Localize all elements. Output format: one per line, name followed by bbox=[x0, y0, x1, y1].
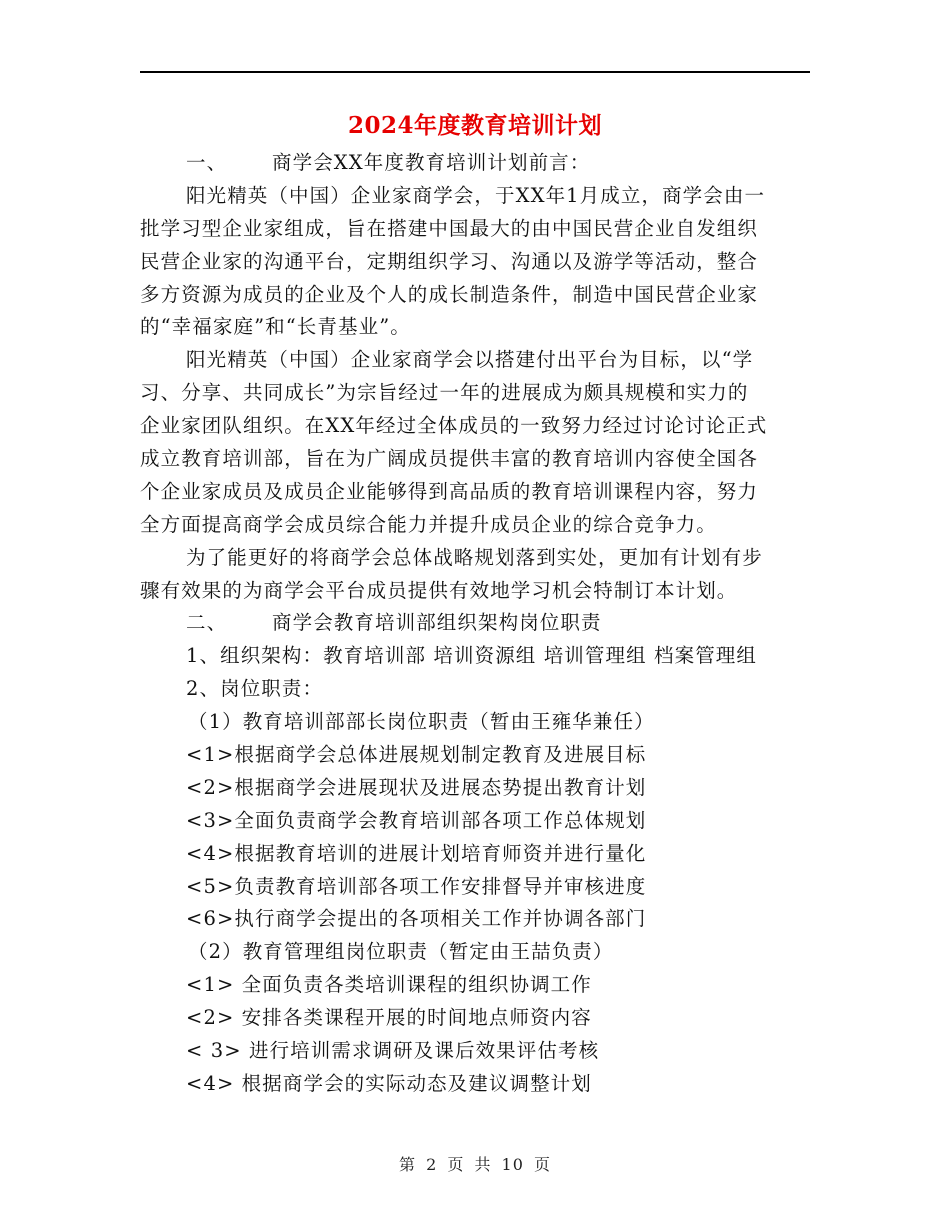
duty-item: <1> 全面负责各类培训课程的组织协调工作 bbox=[186, 973, 592, 997]
paragraph-line: 全方面提高商学会成员综合能力并提升成员企业的综合竞争力。 bbox=[140, 512, 717, 536]
section-heading-1 bbox=[140, 147, 810, 180]
duties-heading: 2、岗位职责： bbox=[186, 677, 324, 701]
duty-item: <4> 根据商学会的实际动态及建议调整计划 bbox=[186, 1071, 592, 1095]
paragraph-line: 企业家团队组织。在XX年经过全体成员的一致努力经过讨论讨论正式 bbox=[140, 414, 768, 438]
paragraph-line: 个企业家成员及成员企业能够得到高品质的教育培训课程内容，努力 bbox=[140, 479, 759, 503]
duty-item: <3>全面负责商学会教育培训部各项工作总体规划 bbox=[186, 808, 647, 832]
paragraph-line: 多方资源为成员的企业及个人的成长制造条件，制造中国民营企业家 bbox=[140, 282, 759, 306]
header-rule bbox=[140, 71, 810, 73]
document-body bbox=[140, 147, 810, 1101]
duty-item: <5>负责教育培训部各项工作安排督导并审核进度 bbox=[186, 874, 647, 898]
paragraph-line: 民营企业家的沟通平台，定期组织学习、沟通以及游学等活动，整合 bbox=[140, 249, 759, 273]
duty-item: < 3> 进行培训需求调研及课后效果评估考核 bbox=[186, 1039, 600, 1063]
role-title: （1）教育培训部部长岗位职责（暂由王雍华兼任） bbox=[188, 710, 655, 734]
duty-item: <6>执行商学会提出的各项相关工作并协调各部门 bbox=[186, 907, 647, 931]
duty-item: <4>根据教育培训的进展计划培育师资并进行量化 bbox=[186, 841, 647, 865]
section-number: 二、 bbox=[186, 611, 228, 635]
paragraph-line: 成立教育培训部，旨在为广阔成员提供丰富的教育培训内容使全国各 bbox=[140, 447, 759, 471]
paragraph-line: 骤有效果的为商学会平台成员提供有效地学习机会特制订本计划。 bbox=[140, 578, 738, 602]
duty-item: <2> 安排各类课程开展的时间地点师资内容 bbox=[186, 1006, 592, 1030]
paragraph-line: 的“幸福家庭”和“长青基业”。 bbox=[140, 315, 411, 339]
section-heading-2 bbox=[140, 607, 810, 640]
section-title: 商学会XX年度教育培训计划前言： bbox=[272, 151, 591, 174]
duty-item: <2>根据商学会进展现状及进展态势提出教育计划 bbox=[186, 775, 647, 799]
paragraph-line: 批学习型企业家组成，旨在搭建中国最大的由中国民营企业自发组织 bbox=[140, 216, 759, 240]
paragraph-line: 为了能更好的将商学会总体战略规划落到实处，更加有计划有步 bbox=[186, 545, 763, 569]
section-number: 一、 bbox=[186, 151, 228, 174]
paragraph-line: 阳光精英（中国）企业家商学会以搭建付出平台为目标，以“学 bbox=[186, 348, 754, 372]
org-structure-line: 1、组织架构：教育培训部 培训资源组 培训管理组 档案管理组 bbox=[186, 644, 758, 668]
role-title: （2）教育管理组岗位职责（暂定由王喆负责） bbox=[188, 940, 614, 964]
document-title: 2024年度教育培训计划 bbox=[347, 112, 602, 139]
paragraph-line: 习、分享、共同成长”为宗旨经过一年的进展成为颇具规模和实力的 bbox=[140, 381, 749, 405]
duty-item: <1>根据商学会总体进展规划制定教育及进展目标 bbox=[186, 743, 647, 767]
section-title: 商学会教育培训部组织架构岗位职责 bbox=[272, 611, 602, 635]
paragraph-line: 阳光精英（中国）企业家商学会，于XX年1月成立，商学会由一 bbox=[186, 183, 766, 207]
page-number-footer: 第 2 页 共 10 页 bbox=[399, 1155, 551, 1174]
